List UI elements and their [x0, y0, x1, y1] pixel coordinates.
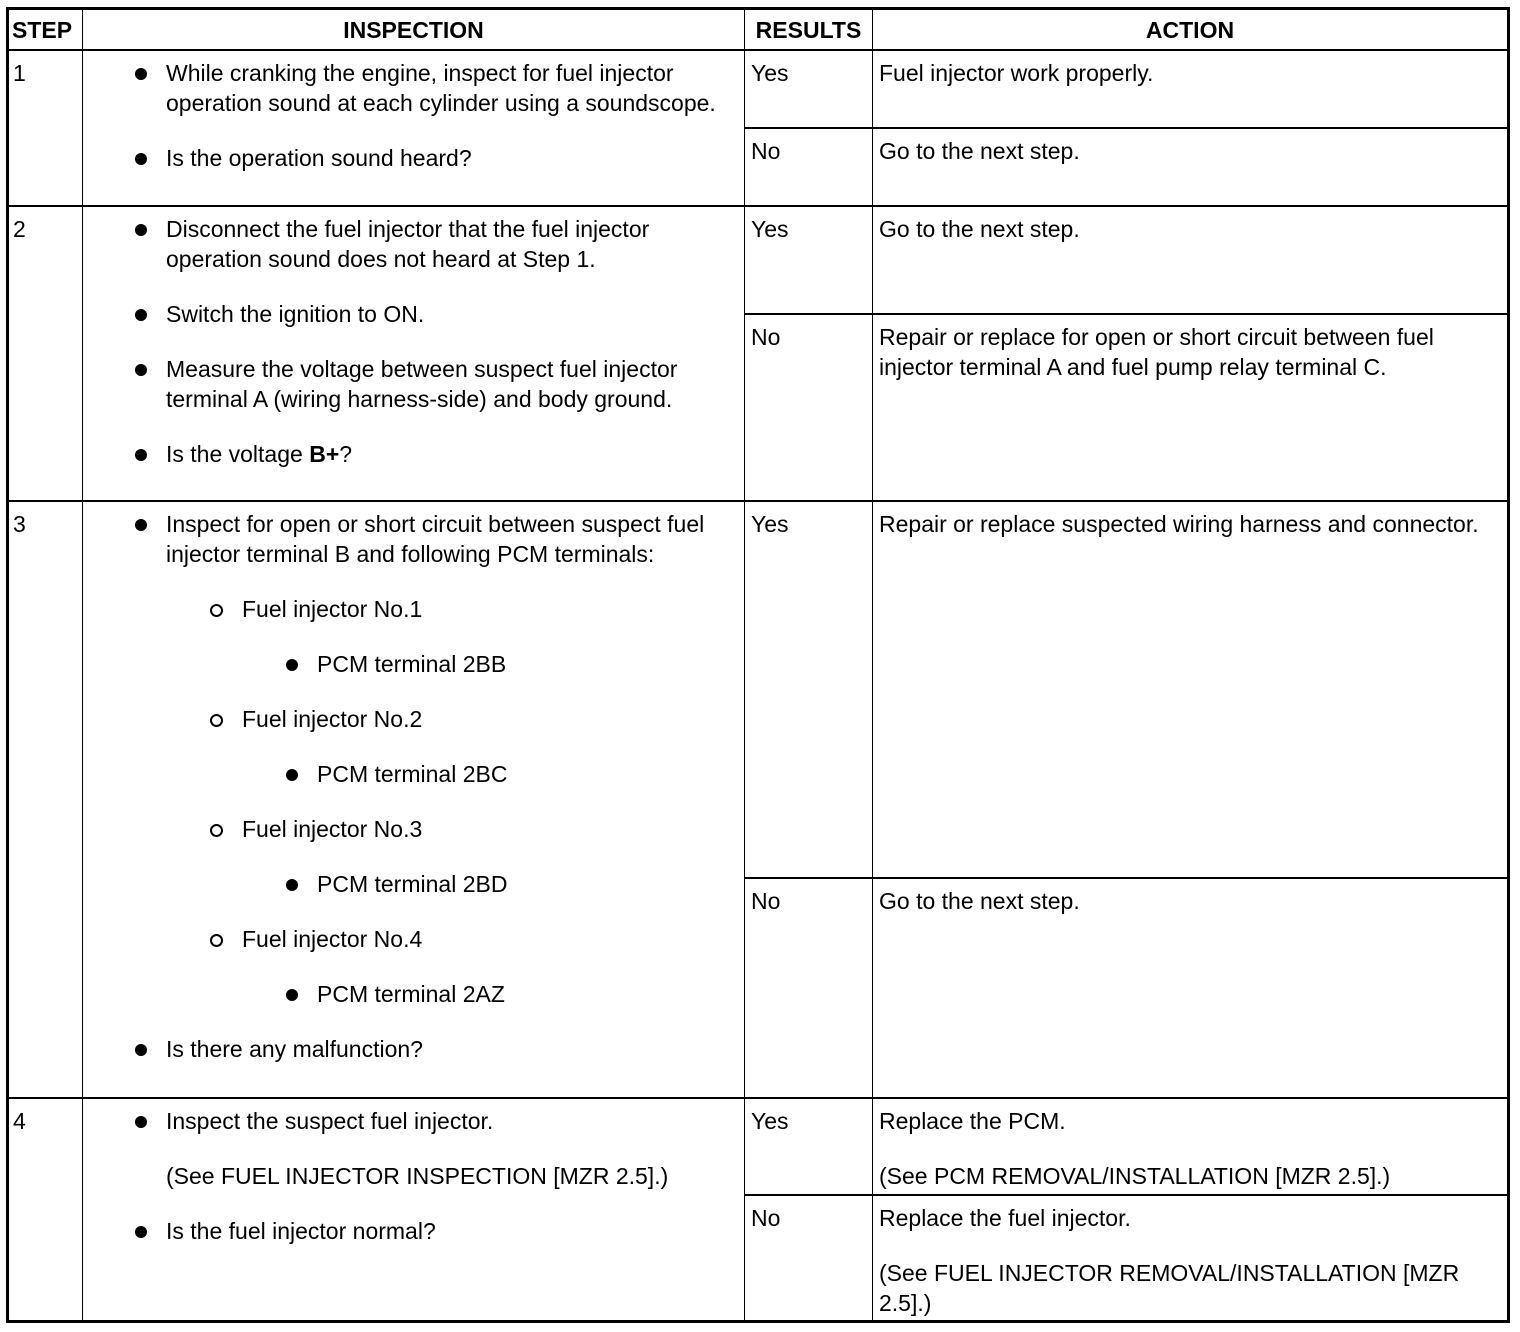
- step-2-inspection: [83, 206, 745, 501]
- step-4-inspection: [83, 1098, 745, 1321]
- inspection-item: Switch the ignition to ON.: [83, 299, 734, 329]
- inspection-subsubitem: PCM terminal 2BC: [83, 759, 734, 789]
- inspection-subitem: Fuel injector No.4: [83, 924, 734, 954]
- step-number: 4: [8, 1098, 83, 1321]
- open-circle-bullet-icon: [210, 714, 223, 727]
- bullet-icon: [286, 659, 298, 671]
- step-number: 3: [8, 501, 83, 1098]
- inspection-subsubitem: PCM terminal 2AZ: [83, 979, 734, 1009]
- open-circle-bullet-icon: [210, 934, 223, 947]
- inspection-subsubitem: PCM terminal 2BB: [83, 649, 734, 679]
- bullet-icon: [135, 449, 147, 461]
- inspection-subitem: Fuel injector No.3: [83, 814, 734, 844]
- step-number: 1: [8, 50, 83, 206]
- diagnostic-procedure-table: [6, 7, 1510, 1323]
- result-no: No: [745, 128, 873, 206]
- step-3-inspection: [83, 501, 745, 1098]
- inspection-item: Measure the voltage between suspect fuel injector terminal A (wiring harness-side) and body ground.: [83, 354, 734, 414]
- action-reference: (See FUEL INJECTOR REMOVAL/INSTALLATION [MZR 2.5].): [879, 1260, 1460, 1316]
- inspection-item: Is the operation sound heard?: [83, 143, 734, 173]
- action-no: Go to the next step.: [873, 128, 1509, 206]
- step-1-row: [8, 50, 1509, 128]
- step-2-row: [8, 206, 1509, 314]
- inspection-item: Is the fuel injector normal?: [83, 1216, 734, 1246]
- action-reference: (See PCM REMOVAL/INSTALLATION [MZR 2.5].): [879, 1163, 1391, 1189]
- step-3-row: [8, 501, 1509, 878]
- bullet-icon: [135, 224, 147, 236]
- step-1-inspection: [83, 50, 745, 206]
- step-4-row: [8, 1098, 1509, 1195]
- inspection-item: Is there any malfunction?: [83, 1034, 734, 1064]
- header-step: STEP: [8, 9, 83, 51]
- bullet-icon: [135, 309, 147, 321]
- result-no: No: [745, 878, 873, 1098]
- bullet-icon: [135, 519, 147, 531]
- action-yes: Repair or replace suspected wiring harness and connector.: [873, 501, 1509, 878]
- inspection-item: While cranking the engine, inspect for fuel injector operation sound at each cylinder using a soundscope.: [83, 58, 734, 118]
- action-no: Repair or replace for open or short circuit between fuel injector terminal A and fuel pump relay terminal C.: [873, 314, 1509, 501]
- inspection-reference: (See FUEL INJECTOR INSPECTION [MZR 2.5].): [166, 1163, 669, 1189]
- bullet-icon: [135, 1116, 147, 1128]
- bullet-icon: [286, 989, 298, 1001]
- inspection-subitem: Fuel injector No.1: [83, 594, 734, 624]
- inspection-item: Inspect for open or short circuit between suspect fuel injector terminal B and following PCM terminals:: [83, 509, 734, 569]
- result-yes: Yes: [745, 501, 873, 878]
- bullet-icon: [135, 364, 147, 376]
- action-yes: Replace the PCM. (See PCM REMOVAL/INSTALLATION [MZR 2.5].): [873, 1098, 1509, 1195]
- bullet-icon: [135, 1226, 147, 1238]
- result-yes: Yes: [745, 206, 873, 314]
- bullet-icon: [286, 769, 298, 781]
- inspection-item: Disconnect the fuel injector that the fuel injector operation sound does not heard at Step 1.: [83, 214, 734, 274]
- header-action: ACTION: [873, 9, 1509, 51]
- action-no: Go to the next step.: [873, 878, 1509, 1098]
- action-yes: Fuel injector work properly.: [873, 50, 1509, 128]
- inspection-item: Is the voltage B+?: [83, 439, 734, 469]
- inspection-subsubitem: PCM terminal 2BD: [83, 869, 734, 899]
- result-no: No: [745, 314, 873, 501]
- result-no: No: [745, 1195, 873, 1321]
- bullet-icon: [135, 1044, 147, 1056]
- header-inspection: INSPECTION: [83, 9, 745, 51]
- action-no: Replace the fuel injector. (See FUEL INJECTOR REMOVAL/INSTALLATION [MZR 2.5].): [873, 1195, 1509, 1321]
- open-circle-bullet-icon: [210, 604, 223, 617]
- header-results: RESULTS: [745, 9, 873, 51]
- inspection-subitem: Fuel injector No.2: [83, 704, 734, 734]
- bullet-icon: [286, 879, 298, 891]
- open-circle-bullet-icon: [210, 824, 223, 837]
- bullet-icon: [135, 68, 147, 80]
- step-number: 2: [8, 206, 83, 501]
- action-yes: Go to the next step.: [873, 206, 1509, 314]
- header-row: [8, 9, 1509, 51]
- bullet-icon: [135, 153, 147, 165]
- result-yes: Yes: [745, 1098, 873, 1195]
- inspection-item: Inspect the suspect fuel injector.: [83, 1106, 734, 1136]
- result-yes: Yes: [745, 50, 873, 128]
